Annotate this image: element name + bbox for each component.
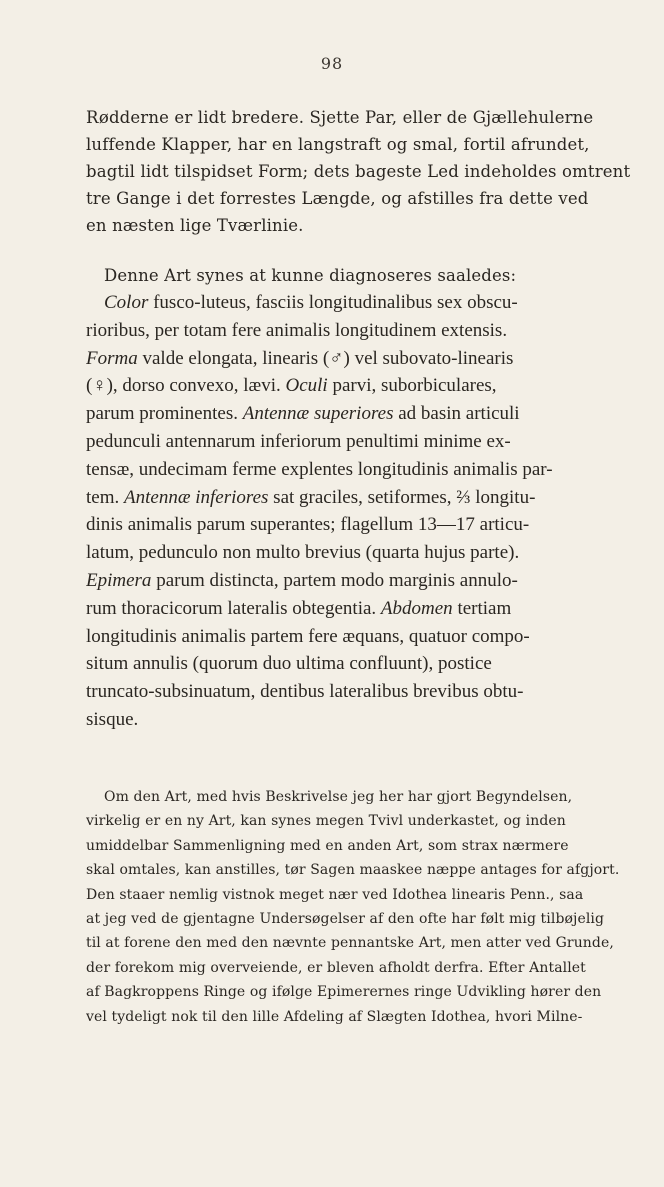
text-line: situm annulis (quorum duo ultima confluunt), postice <box>86 653 492 675</box>
text-line: tem. Antennæ inferiores sat graciles, setiformes, ⅔ longitu- <box>86 486 536 508</box>
text-line: Denne Art synes at kunne diagnoseres saaledes: <box>104 266 517 285</box>
text-line: af Bagkroppens Ringe og ifølge Epimerernes ringe Udvikling hører den <box>86 984 602 1001</box>
paragraph-description-end <box>86 104 652 239</box>
text-line: bagtil lidt tilspidset Form; dets bageste Led indeholdes omtrent <box>86 162 631 181</box>
text-line: parum prominentes. Antennæ superiores ad basin articuli <box>86 403 520 425</box>
text-line: dinis animalis parum superantes; flagellum 13—17 articu- <box>86 514 530 536</box>
text-line: virkelig er en ny Art, kan synes megen Tvivl underkastet, og inden <box>86 813 566 830</box>
text-line: latum, pedunculo non multo brevius (quarta hujus parte). <box>86 542 520 564</box>
text-line: tre Gange i det forrestes Længde, og afstilles fra dette ved <box>86 189 589 208</box>
text-line: pedunculi antennarum inferiorum penultimi minime ex- <box>86 430 511 452</box>
text-line: Color fusco-luteus, fasciis longitudinalibus sex obscu- <box>104 292 518 313</box>
text-line: luffende Klapper, har en langstraft og smal, fortil afrundet, <box>86 135 590 154</box>
text-line: Rødderne er lidt bredere. Sjette Par, eller de Gjællehulerne <box>86 108 594 127</box>
text-line: (♀), dorso convexo, lævi. Oculi parvi, suborbiculares, <box>86 375 497 397</box>
text-line: truncato-subsinuatum, dentibus lateralibus brevibus obtu- <box>86 681 524 703</box>
text-line: umiddelbar Sammenligning med en anden Art, som strax nærmere <box>86 837 569 854</box>
text-line: sisque. <box>86 708 139 730</box>
text-line: rioribus, per totam fere animalis longitudinem extensis. <box>86 319 508 341</box>
text-line: Forma valde elongata, linearis (♂) vel subovato-linearis <box>86 347 514 369</box>
text-line: Om den Art, med hvis Beskrivelse jeg her har gjort Begyndelsen, <box>104 789 573 805</box>
text-line: til at forene den med den nævnte pennantske Art, men atter ved Grunde, <box>86 935 614 952</box>
text-line: der forekom mig overveiende, er bleven afholdt derfra. Efter Antallet <box>86 959 586 976</box>
text-line: at jeg ved de gjentagne Undersøgelser af den ofte har følt mig tilbøjelig <box>86 911 605 928</box>
text-line: longitudinis animalis partem fere æquans, quatuor compo- <box>86 625 530 647</box>
paragraph-diagnosis <box>86 262 652 734</box>
text-line: Den staaer nemlig vistnok meget nær ved Idothea linearis Penn., saa <box>86 886 584 903</box>
page-number: 98 <box>320 54 344 73</box>
text-line: en næsten lige Tværlinie. <box>86 216 304 235</box>
text-line: vel tydeligt nok til den lille Afdeling af Slægten Idothea, hvori Milne- <box>86 1008 583 1025</box>
paragraph-discussion <box>86 785 652 1029</box>
text-line: tensæ, undecimam ferme explentes longitudinis animalis par- <box>86 458 553 480</box>
text-line: Epimera parum distincta, partem modo marginis annulo- <box>86 569 518 591</box>
text-line: rum thoracicorum lateralis obtegentia. Abdomen tertiam <box>86 597 512 619</box>
text-line: skal omtales, kan anstilles, tør Sagen maaskee næppe antages for afgjort. <box>86 862 620 879</box>
